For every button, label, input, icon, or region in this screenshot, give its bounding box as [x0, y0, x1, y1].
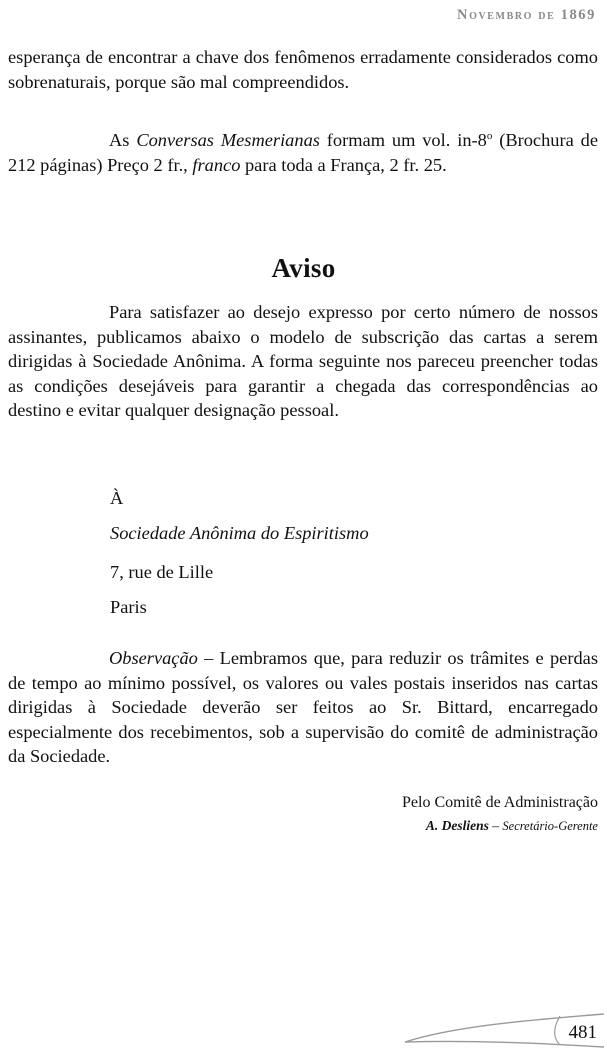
- address-line-3: 7, rue de Lille: [110, 562, 214, 582]
- address-line-2: Sociedade Anônima do Espiritismo: [110, 523, 369, 543]
- observation-label: Observação: [109, 648, 198, 668]
- signer-name: A. Desliens: [425, 818, 489, 833]
- signer-role: Secretário-Gerente: [502, 819, 598, 833]
- book-notice-paragraph: [8, 128, 598, 177]
- book-notice-middle: formam um vol. in-8: [319, 130, 487, 150]
- continuation-paragraph: esperança de encontrar a chave dos fenômenos erradamente considerados como sobrenaturais, porque são mal compreendidos.: [8, 47, 598, 92]
- section-title: Aviso: [271, 253, 336, 283]
- franco-word: franco: [192, 154, 241, 175]
- ordinal-superscript: o: [486, 130, 493, 142]
- book-notice-lead: As: [109, 130, 137, 150]
- book-notice-tail: para toda a França, 2 fr. 25.: [240, 154, 447, 175]
- address-line-1: À: [110, 488, 124, 508]
- signature-dash: –: [488, 818, 503, 833]
- page-number: 481: [568, 1022, 597, 1043]
- running-head: Novembro de 1869: [457, 7, 596, 23]
- book-notice-after: (Brochura de 212 páginas) Preço 2 fr.,: [8, 130, 598, 175]
- observation-text: – Lembramos que, para reduzir os trâmites e perdas de tempo ao mínimo possível, os valores ou vales postais inseridos nas cartas dirigidas à Sociedade deverão ser feitos ao Sr. Bittard, encarregado especialmente dos recebimentos, sob a supervisão do comitê de administração da Sociedade.: [8, 648, 598, 766]
- aviso-paragraph: Para satisfazer ao desejo expresso por certo número de nossos assinantes, publicamos abaixo o modelo de subscrição das cartas a serem dirigidas à Sociedade Anônima. A forma seguinte nos pareceu preencher todas as condições desejáveis para garantir a chegada das correspondências ao destino e evitar qualquer designação pessoal.: [8, 302, 598, 420]
- signature-line-2: [426, 818, 598, 834]
- observation-paragraph: [8, 646, 598, 769]
- address-line-4: Paris: [110, 597, 147, 617]
- signature-line-1: Pelo Comitê de Administração: [402, 794, 598, 811]
- book-title: Conversas Mesmerianas: [136, 130, 320, 150]
